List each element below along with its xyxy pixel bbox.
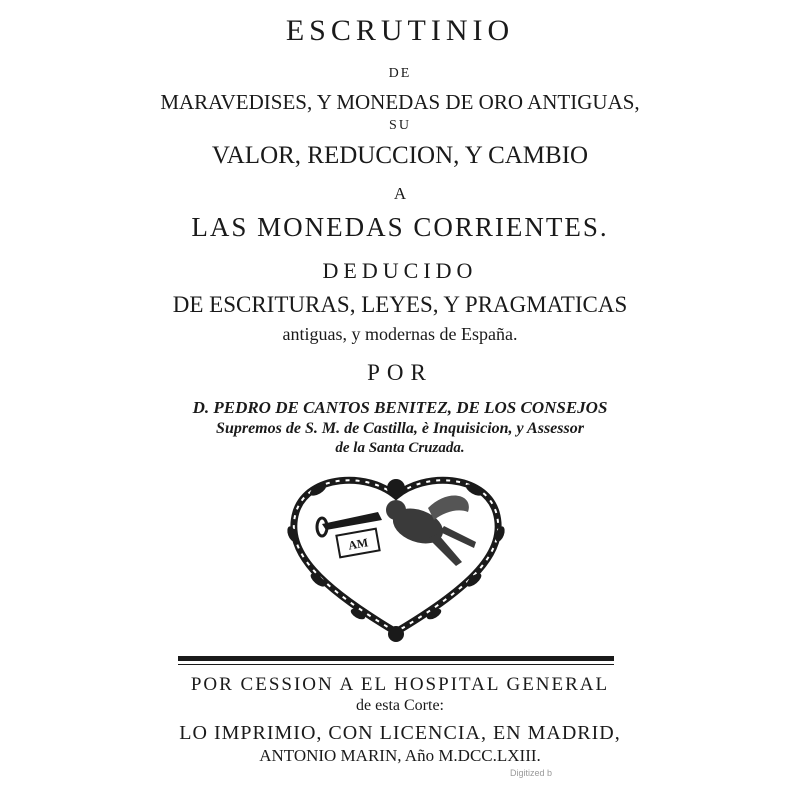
divider-rule-thin bbox=[178, 664, 614, 665]
title-line-escrituras: DE ESCRITURAS, LEYES, Y PRAGMATICAS bbox=[172, 292, 628, 317]
imprint-line-2: de esta Corte: bbox=[356, 697, 444, 714]
imprint-line-1: POR CESSION A EL HOSPITAL GENERAL bbox=[190, 674, 610, 695]
author-line-2: Supremos de S. M. de Castilla, è Inquisicion, y Assessor bbox=[216, 420, 584, 437]
digitized-watermark: Digitized b bbox=[510, 768, 553, 778]
title-line-a: A bbox=[393, 184, 407, 203]
title-line-de: DE bbox=[388, 66, 412, 81]
title-line-monedas: LAS MONEDAS CORRIENTES. bbox=[191, 212, 609, 242]
title-line-su: SU bbox=[389, 118, 411, 133]
title-line-maravedises: MARAVEDISES, Y MONEDAS DE ORO ANTIGUAS, bbox=[160, 90, 640, 114]
author-line-3: de la Santa Cruzada. bbox=[335, 440, 465, 456]
title-line-antiguas: antiguas, y modernas de España. bbox=[282, 324, 518, 344]
divider-rule-thick bbox=[178, 656, 614, 661]
imprint-line-3: LO IMPRIMIO, CON LICENCIA, EN MADRID, bbox=[179, 722, 621, 744]
title-line-valor: VALOR, REDUCCION, Y CAMBIO bbox=[211, 142, 589, 169]
title-line-por: POR bbox=[367, 360, 433, 385]
imprint-line-4: ANTONIO MARIN, Año M.DCC.LXIII. bbox=[259, 746, 541, 765]
author-line-1: D. PEDRO DE CANTOS BENITEZ, DE LOS CONSEJOS bbox=[192, 398, 608, 417]
book-title: ESCRUTINIO bbox=[285, 14, 515, 47]
ornament-banner-text: AM bbox=[347, 535, 370, 553]
title-line-deducido: DEDUCIDO bbox=[322, 258, 478, 283]
printers-ornament-image bbox=[278, 468, 514, 644]
